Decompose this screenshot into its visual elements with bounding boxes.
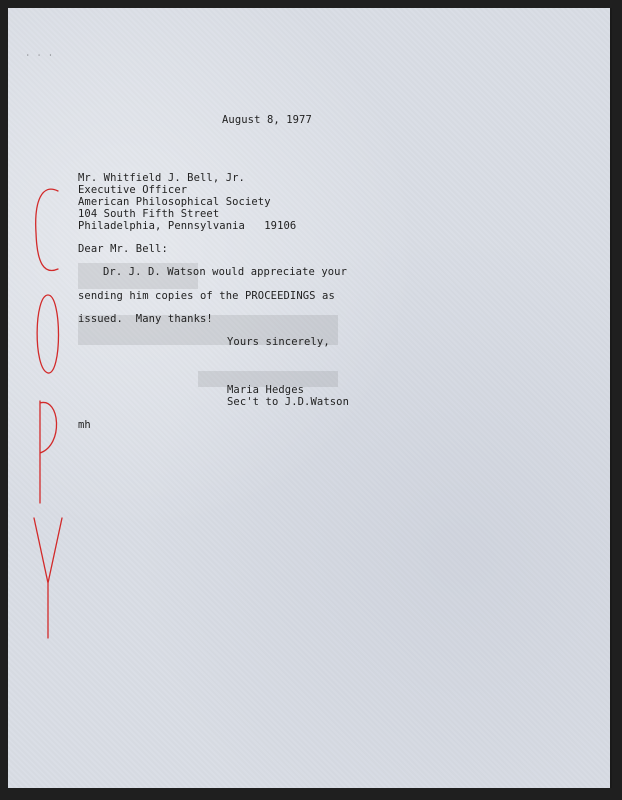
recipient-line: 104 South Fifth Street	[78, 208, 220, 220]
body-line: sending him copies of the PROCEEDINGS as	[78, 290, 335, 302]
letter-page	[8, 8, 612, 788]
closing: Yours sincerely,	[227, 336, 330, 348]
signature-title: Sec't to J.D.Watson	[227, 396, 350, 408]
copy-stamp-letter-o	[37, 295, 58, 373]
signature-name: Maria Hedges	[227, 384, 305, 396]
recipient-line: Executive Officer	[78, 184, 188, 196]
paper-speck-marks: · · ·	[26, 52, 55, 59]
recipient-line: Philadelphia, Pennsylvania 19106	[78, 220, 297, 232]
recipient-line: American Philosophical Society	[78, 196, 271, 208]
copy-stamp-letter-p	[40, 401, 57, 503]
copy-stamp	[28, 183, 68, 643]
copy-stamp-letter-c	[36, 189, 58, 270]
body-line: issued. Many thanks!	[78, 313, 213, 325]
salutation: Dear Mr. Bell:	[78, 243, 168, 255]
copy-stamp-letter-y	[34, 518, 62, 638]
typist-initials: mh	[78, 419, 91, 431]
body-line: Dr. J. D. Watson would appreciate your	[103, 266, 348, 278]
recipient-line: Mr. Whitfield J. Bell, Jr.	[78, 172, 245, 184]
letter-date: August 8, 1977	[222, 114, 312, 126]
